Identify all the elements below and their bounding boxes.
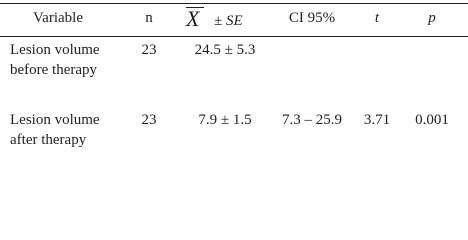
- row-variable-line1: Lesion volume: [10, 42, 100, 58]
- row-n: 23: [141, 112, 157, 128]
- header-mean-suffix: ± SE: [214, 13, 243, 29]
- row-ci: 7.3 – 25.9: [282, 112, 342, 128]
- header-p: p: [428, 10, 436, 26]
- header-ci: CI 95%: [288, 10, 336, 26]
- header-n: n: [145, 10, 153, 26]
- header-rule: [0, 36, 468, 37]
- row-mean-se: 24.5 ± 5.3: [194, 42, 256, 58]
- header-t: t: [374, 10, 380, 26]
- header-mean-symbol: X: [186, 6, 200, 31]
- header-variable: Variable: [33, 10, 83, 26]
- row-variable-line2: after therapy: [10, 132, 87, 148]
- row-n: 23: [141, 42, 157, 58]
- row-t: 3.71: [363, 112, 391, 128]
- row-p: 0.001: [415, 112, 449, 128]
- top-rule: [0, 3, 468, 4]
- row-mean-se: 7.9 ± 1.5: [198, 112, 252, 128]
- row-variable-line1: Lesion volume: [10, 112, 100, 128]
- row-variable-line2: before therapy: [10, 62, 98, 78]
